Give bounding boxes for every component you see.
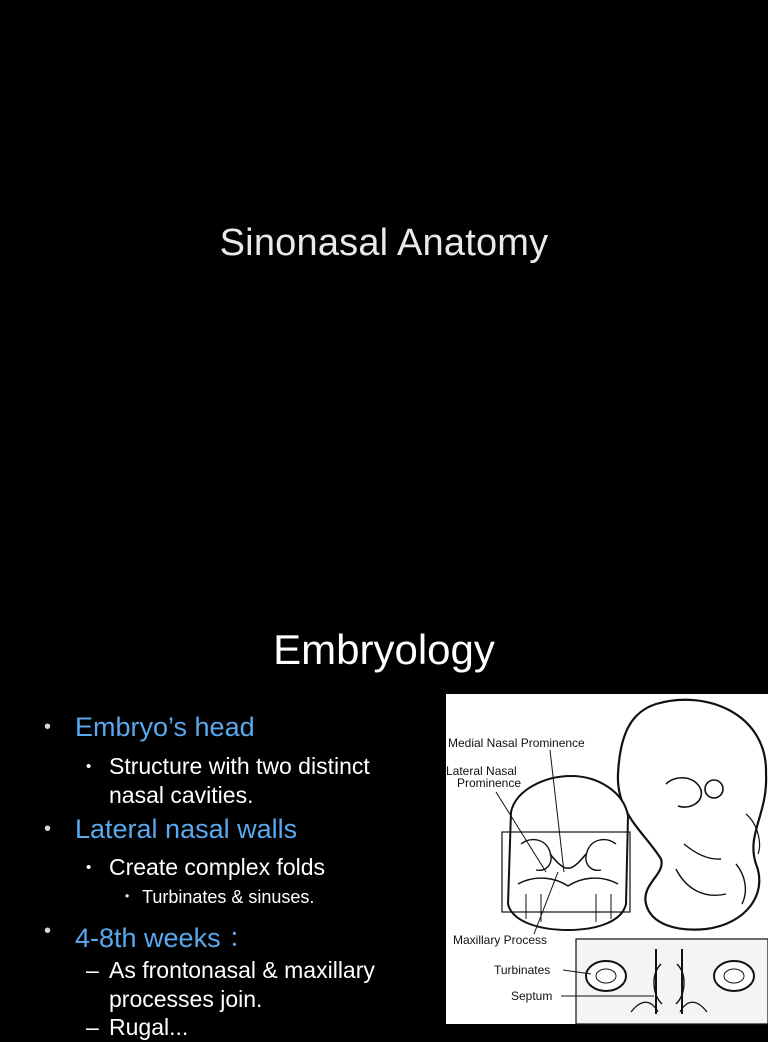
embryology-slide xyxy=(0,576,768,1040)
label-septum: Septum xyxy=(511,989,553,1003)
bullet-dot-icon: • xyxy=(44,920,52,942)
label-maxillary: Maxillary Process xyxy=(453,933,548,947)
bullet-dot-icon: • xyxy=(125,889,130,903)
bullet-text: Embryo’s head xyxy=(75,712,255,742)
label-turbinates: Turbinates xyxy=(494,963,551,977)
bullet-dot-icon: • xyxy=(44,716,52,738)
bullet-dot-icon: • xyxy=(86,758,92,775)
dash-marker: – xyxy=(86,957,99,983)
bullet-dot-icon: • xyxy=(44,818,52,840)
bullet-text: Structure with two distinct nasal cavities. xyxy=(109,753,370,808)
dash-marker: – xyxy=(86,1014,99,1040)
bullet-text: Lateral nasal walls xyxy=(75,814,298,844)
bullet-text: Turbinates & sinuses. xyxy=(142,887,315,907)
bullet-text: Create complex folds xyxy=(109,854,326,880)
label-lateral-nasal-1: Lateral Nasal xyxy=(446,764,517,778)
bullet-text: As frontonasal & maxillary processes join. xyxy=(109,957,375,1012)
embryo-illustration xyxy=(446,694,768,1024)
slide-title: Embryology xyxy=(273,626,495,673)
bullet-text: 4-8th weeks ： xyxy=(75,923,256,953)
bullet-dot-icon: • xyxy=(86,859,92,876)
slide-title: Sinonasal Anatomy xyxy=(219,222,549,264)
label-medial-nasal: Medial Nasal Prominence xyxy=(448,736,585,750)
label-lateral-nasal-2: Prominence xyxy=(457,776,522,790)
bullet-text: Rugal... xyxy=(109,1014,189,1040)
